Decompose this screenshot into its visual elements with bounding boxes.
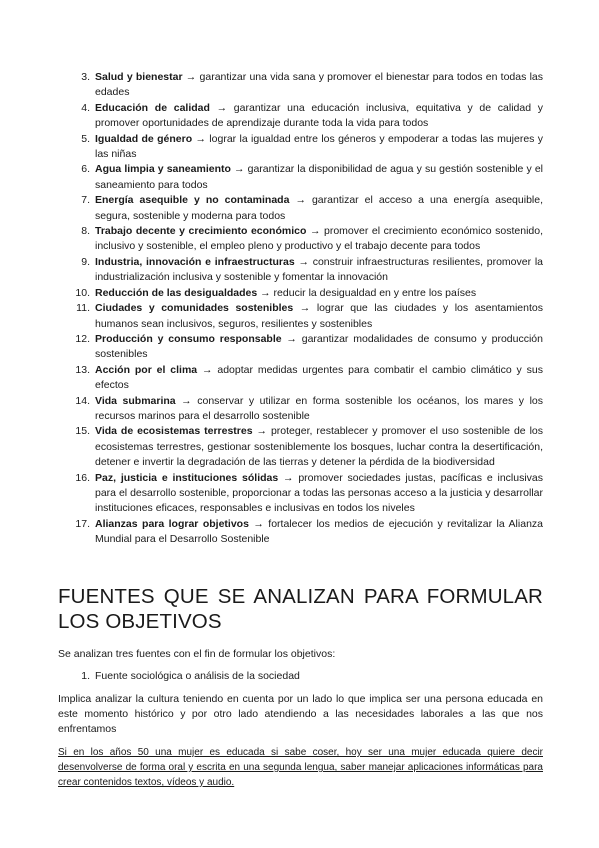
list-item-number: 8. — [81, 225, 90, 238]
list-item-description: → fortalecer los medios de ejecución y revitalizar la Alianza Mundial para el Desarrollo Sostenible — [95, 517, 543, 546]
list-item-description: → lograr la igualdad entre los géneros y empoderar a todas las mujeres y las niñas — [95, 132, 544, 161]
list-item-description: → garantizar la disponibilidad de agua y su gestión sostenible y el saneamiento para todos — [95, 163, 543, 191]
list-item-number: 4. — [81, 101, 90, 114]
list-item-title: Acción por el clima — [95, 363, 198, 376]
list-item — [58, 286, 543, 301]
fuentes-list — [58, 669, 543, 684]
list-item-number: 12. — [75, 332, 90, 345]
list-item-description: → proteger, restablecer y promover el uso sostenible de los ecosistemas terrestres, gestionar sosteniblemente los bosques, luchar contra la desertificación, detener e invertir la degradación de las tierras y detener la pérdida de la biodiversidad — [95, 425, 543, 469]
list-item-number: 7. — [81, 194, 90, 207]
list-item — [58, 255, 543, 286]
list-item-description: → adoptar medidas urgentes para combatir el cambio climático y sus efectos — [95, 363, 544, 392]
list-item — [58, 517, 543, 548]
list-item-title: Educación de calidad — [95, 101, 210, 114]
list-item-title: Igualdad de género — [95, 132, 193, 145]
list-item-title: Reducción de las desigualdades — [95, 286, 258, 299]
list-item-number: 5. — [81, 132, 90, 145]
list-item — [58, 669, 543, 684]
list-item-title: Trabajo decente y crecimiento económico — [95, 225, 307, 238]
list-item-description: → conservar y utilizar en forma sostenible los océanos, los mares y los recursos marinos para el desarrollo sostenible — [95, 394, 543, 422]
list-item-description: → garantizar modalidades de consumo y producción sostenibles — [95, 332, 543, 361]
body-paragraph: Implica analizar la cultura teniendo en cuenta por un lado lo que implica ser una persona educada en este momento histórico y por otro lado atendiendo a las necesidades laborales a las que nos enfrentamos — [58, 693, 543, 735]
list-item-description: → garantizar una educación inclusiva, equitativa y de calidad y promover oportunidades de aprendizaje durante toda la vida para todos — [95, 101, 543, 130]
list-item-description: → promover el crecimiento económico sostenido, inclusivo y sostenible, el empleo pleno y productivo y el trabajo decente para todos — [95, 225, 543, 253]
ods-list — [58, 70, 543, 548]
list-item-title: Industria, innovación e infraestructuras — [95, 255, 295, 268]
list-item-title: Energía asequible y no contaminada — [95, 194, 290, 207]
list-item-title: Vida de ecosistemas terrestres — [95, 425, 253, 438]
list-item — [58, 301, 543, 332]
list-item-title: Producción y consumo responsable — [95, 332, 282, 345]
list-item — [58, 162, 543, 193]
list-item-title: Ciudades y comunidades sostenibles — [95, 302, 294, 315]
list-item-description: → garantizar una vida sana y promover el bienestar para todos en todas las edades — [95, 71, 543, 99]
list-item — [58, 394, 543, 425]
list-item-description: → construir infraestructuras resilientes, promover la industrialización inclusiva y sostenible y fomentar la innovación — [95, 255, 543, 284]
example-paragraph: Si en los años 50 una mujer es educada si sabe coser, hoy ser una mujer educada quiere decir desenvolverse de forma oral y escrita en una segunda lengua, saber manejar aplicaciones informáticas para crear contenidos textos, vídeos y audio. — [58, 747, 543, 788]
list-item-description: → garantizar el acceso a una energía asequible, segura, sostenible y moderna para todos — [95, 194, 543, 222]
list-item-description: → promover sociedades justas, pacíficas e inclusivas para el desarrollo sostenible, proporcionar a todas las personas acceso a la justicia y desarrollar instituciones eficaces, responsables e inclusivas en todos los niveles — [95, 471, 544, 515]
list-item — [58, 101, 543, 132]
list-item-number: 15. — [75, 425, 90, 438]
list-item — [58, 332, 543, 363]
list-item-description: → reducir la desigualdad en y entre los países — [257, 286, 477, 299]
list-item-description: → lograr que las ciudades y los asentamientos humanos sean inclusivos, seguros, resilientes y sostenibles — [95, 302, 543, 330]
list-item-number: 10. — [75, 286, 90, 299]
list-item-title: Agua limpia y saneamiento — [95, 163, 231, 176]
list-item — [58, 70, 543, 101]
list-item-description: Fuente sociológica o análisis de la sociedad — [95, 670, 300, 682]
list-item-number: 1. — [81, 670, 90, 682]
list-item — [58, 224, 543, 255]
list-item-number: 16. — [75, 471, 90, 484]
list-item — [58, 193, 543, 224]
list-item-number: 14. — [75, 394, 90, 407]
intro-text: Se analizan tres fuentes con el fin de formular los objetivos: — [58, 648, 336, 660]
list-item-number: 17. — [75, 517, 90, 530]
section-heading: FUENTES QUE SE ANALIZAN PARA FORMULAR LOS OBJETIVOS — [58, 585, 543, 633]
list-item — [58, 471, 543, 517]
list-item-number: 3. — [81, 71, 90, 83]
list-item-title: Vida submarina — [95, 394, 176, 407]
list-item-title: Alianzas para lograr objetivos — [95, 517, 249, 530]
list-item — [58, 132, 543, 163]
list-item-number: 11. — [76, 302, 90, 315]
list-item — [58, 363, 543, 394]
list-item-title: Salud y bienestar — [95, 71, 183, 83]
list-item — [58, 424, 543, 470]
list-item-title: Paz, justicia e instituciones sólidas — [95, 471, 279, 484]
list-item-number: 9. — [81, 255, 90, 268]
list-item-number: 6. — [81, 163, 90, 176]
list-item-number: 13. — [75, 363, 90, 376]
